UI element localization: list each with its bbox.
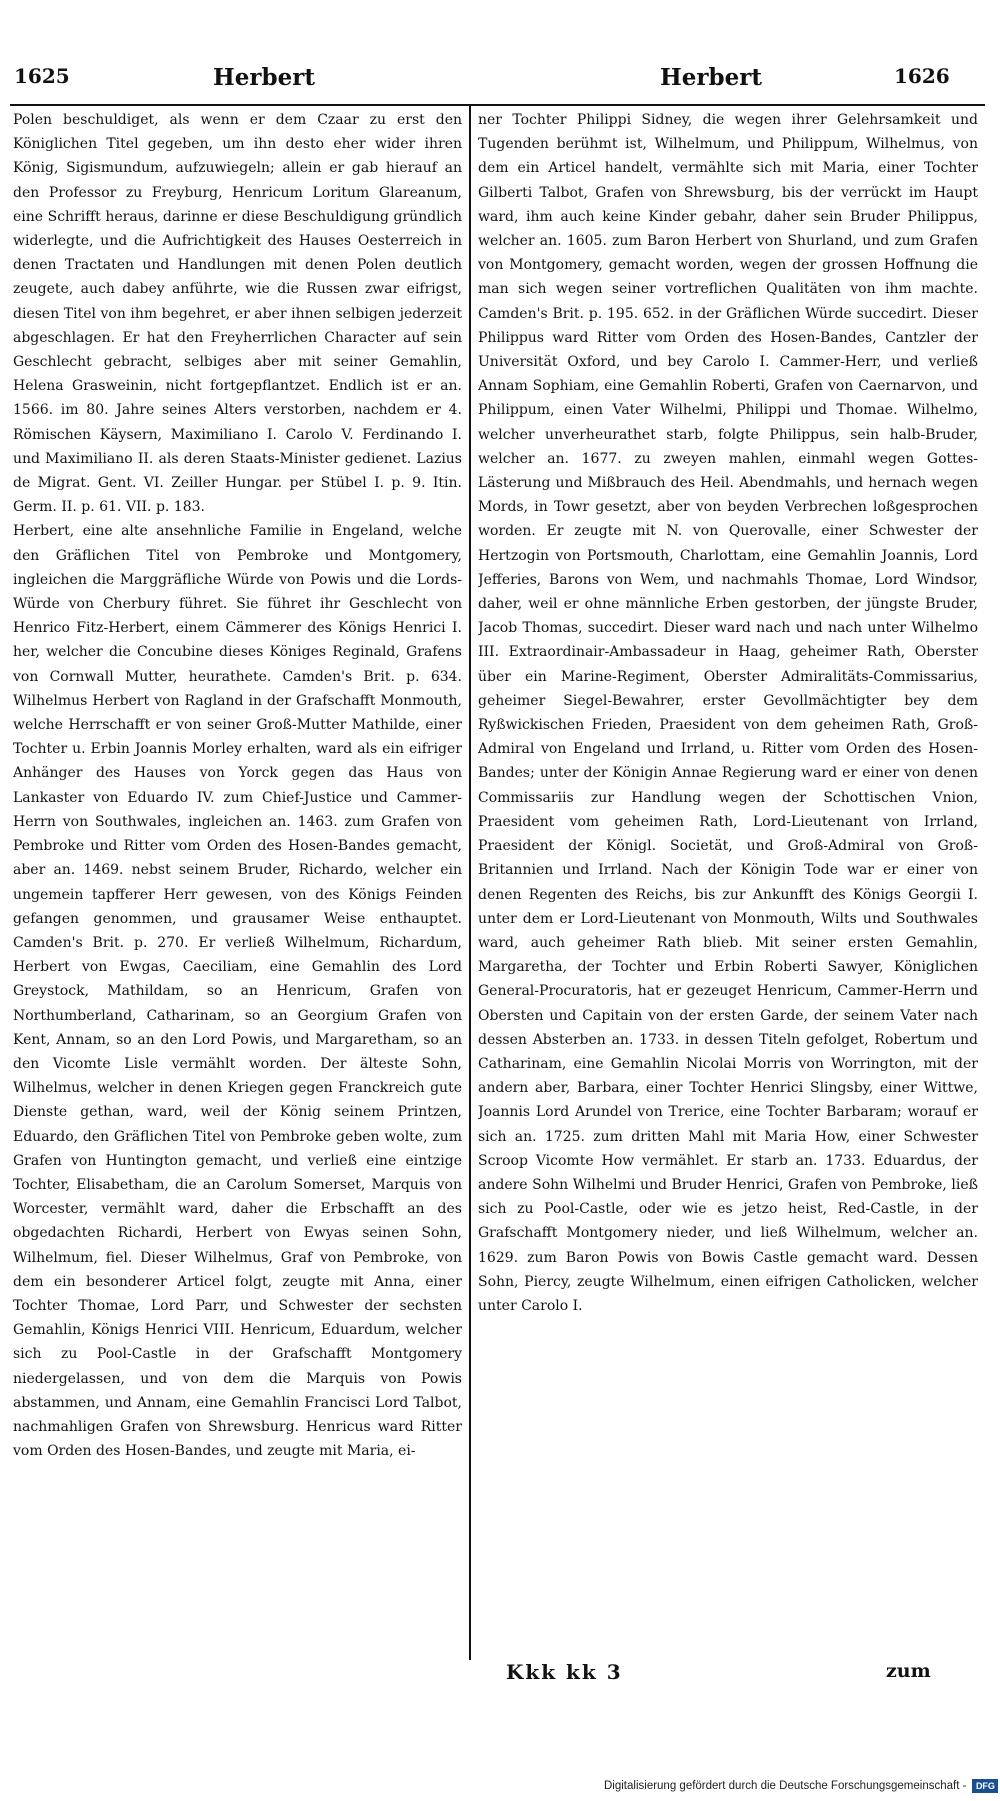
dfg-logo-icon: DFG xyxy=(972,1779,998,1793)
credit-text: Digitalisierung gefördert durch die Deutsche Forschungsgemeinschaft - xyxy=(604,1780,967,1792)
running-head-left: Herbert xyxy=(213,64,315,91)
page-number-left: 1625 xyxy=(14,64,70,88)
catchword: zum xyxy=(886,1660,931,1682)
page-header xyxy=(0,64,1000,104)
header-rule xyxy=(10,104,985,106)
signature-mark: Kkk kk 3 xyxy=(506,1660,623,1684)
column-divider xyxy=(469,104,471,1660)
paragraph: Polen beschuldiget, als wenn er dem Czaar zu erst den Königlichen Titel gegeben, um ihn desto eher wider ihren König, Sigismundum, aufzuwiegeln; allein er gab hierauf an den Professor zu Freyburg, Henricum Loritum Glareanum, eine Schrifft heraus, darinne er diese Beschuldigung gründlich widerlegte, und die Aufrichtigkeit des Hauses Oesterreich in denen Tractaten und Handlungen mit denen Polen deutlich zeugete, auch dabey anführte, wie die Russen zwar eifrigst, diesen Titel von ihm begehret, er aber ihnen selbigen jederzeit abgeschlagen. Er hat den Freyherrlichen Character auf sein Geschlecht gebracht, selbiges aber mit seiner Gemahlin, Helena Grasweinin, nicht fortgepflantzet. Endlich ist er an. 1566. im 80. Jahre seines Alters verstorben, nachdem er 4. Römischen Käysern, Maximiliano I. Carolo V. Ferdinando I. und Maximiliano II. als deren Staats-Minister gedienet. Lazius de Migrat. Gent. VI. Zeiller Hungar. per Stübel I. p. 9. Itin. Germ. II. p. 61. VII. p. 183. xyxy=(13,112,462,516)
text-column-right xyxy=(478,108,978,1658)
paragraph: ner Tochter Philippi Sidney, die wegen ihrer Gelehrsamkeit und Tugenden berühmt ist, Wilhelmum, und Philippum, Wilhelmus, von dem ein Articel handelt, vermählte sich mit Maria, einer Tochter Gilberti Talbot, Grafen von Shrewsburg, bis der verrückt im Haupt ward, ihm auch keine Kinder gebahr, daher sein Bruder Philippus, welcher an. 1605. zum Baron Herbert von Shurland, und zum Grafen von Montgomery, gemacht worden, wegen der grossen Hoffnung die man sich wegen seiner vortreflichen Qualitäten von ihm machte. Camden's Brit. p. 195. 652. in der Gräflichen Würde succedirt. Dieser Philippus ward Ritter vom Orden des Hosen-Bandes, Cantzler der Universität Oxford, und bey Carolo I. Cammer-Herr, und verließ Annam Sophiam, eine Gemahlin Roberti, Grafen von Caernarvon, und Philippum, einen Vater Wilhelmi, Philippi und Thomae. Wilhelmo, welcher unverheurathet starb, folgte Philippus, sein halb-Bruder, welcher an. 1677. zu zweyen mahlen, einmahl wegen Gottes-Lästerung und Mißbrauch des Heil. Abendmahls, und hernach wegen Mords, in Towr gesetzt, aber von beyden Verbrechen loßgesprochen worden. Er zeugte mit N. von Querovalle, einer Schwester der Hertzogin von Portsmouth, Charlottam, eine Gemahlin Joannis, Lord Jefferies, Barons von Wem, und nachmahls Thomae, Lord Windsor, daher, weil er ohne männliche Erben gestorben, der jüngste Bruder, Jacob Thomas, succedirt. Dieser ward nach und nach unter Wilhelmo III. Extraordinair-Ambassadeur in Haag, geheimer Rath, Oberster über ein Marine-Regiment, Oberster Admiralitäts-Commissarius, geheimer Siegel-Bewahrer, erster Gevollmächtigter bey dem Ryßwickischen Frieden, Praesident von dem geheimen Rath, Groß-Admiral von Engeland und Irrland, u. Ritter vom Orden des Hosen-Bandes; unter der Königin Annae Regierung ward er einer von denen Commissariis zur Handlung wegen der Schottischen Vnion, Praesident vom geheimen Rath, Lord-Lieutenant von Irrland, Praesident der Königl. Societät, und Groß-Admiral von Groß-Britannien und Irrland. Nach der Königin Tode war er einer von denen Regenten des Reichs, bis zur Ankunfft des Königs Georgii I. unter dem er Lord-Lieutenant von Monmouth, Wilts und Southwales ward, auch geheimer Rath blieb. Mit seiner ersten Gemahlin, Margaretha, der Tochter und Erbin Roberti Sawyer, Königlichen General-Procuratoris, hat er gezeuget Henricum, Cammer-Herrn und Obersten und Capitain von der ersten Garde, der seinem Vater nach dessen Absterben an. 1733. in dessen Titeln gefolget, Robertum und Catharinam, eine Gemahlin Nicolai Morris von Worrington, mit der andern aber, Barbara, einer Tochter Henrici Slingsby, einer Wittwe, Joannis Lord Arundel von Trerice, eine Tochter Barbaram; worauf er sich an. 1725. zum dritten Mahl mit Maria How, einer Schwester Scroop Vicomte How vermählet. Er starb an. 1733. Eduardus, der andere Sohn Wilhelmi und Bruder Henrici, Grafen von Pembroke, ließ sich zu Pool-Castle, oder wie es jetzo heist, Red-Castle, in der Grafschafft Montgomery nieder, und ließ Wilhelmum, welcher an. 1629. zum Baron Powis von Bowis Castle gemacht ward. Dessen Sohn, Piercy, zeugte Wilhelmum, einen eifrigen Catholicken, welcher unter Carolo I. xyxy=(478,112,978,1314)
paragraph: Herbert, eine alte ansehnliche Familie in Engeland, welche den Gräflichen Titel von Pembroke und Montgomery, ingleichen die Marggräfliche Würde von Powis und die Lords-Würde von Cherbury führet. Sie führet ihr Geschlecht von Henrico Fitz-Herbert, einem Cämmerer des Königs Henrici I. her, welcher die Concubine dieses Königes Reginald, Grafens von Cornwall Mutter, heurathete. Camden's Brit. p. 634. Wilhelmus Herbert von Ragland in der Grafschafft Monmouth, welche Herrschafft er von seiner Groß-Mutter Mathilde, einer Tochter u. Erbin Joannis Morley erhalten, ward als ein eifriger Anhänger des Hauses von Yorck gegen das Haus von Lankaster von Eduardo IV. zum Chief-Justice und Cammer-Herrn von Southwales, ingleichen an. 1463. zum Grafen von Pembroke und Ritter vom Orden des Hosen-Bandes gemacht, aber an. 1469. nebst seinem Bruder, Richardo, welcher ein ungemein tapfferer Herr gewesen, von des Königs Feinden gefangen genommen, und grausamer Weise enthauptet. Camden's Brit. p. 270. Er verließ Wilhelmum, Richardum, Herbert von Ewgas, Caeciliam, eine Gemahlin des Lord Greystock, Mathildam, so an Henricum, Grafen von Northumberland, Catharinam, so an Georgium Grafen von Kent, Annam, so an den Lord Powis, und Margaretham, so an den Vicomte Lisle vermählt worden. Der älteste Sohn, Wilhelmus, welcher in denen Kriegen gegen Franckreich gute Dienste gethan, ward, weil der König seinem Printzen, Eduardo, den Gräflichen Titel von Pembroke geben wolte, zum Grafen von Huntington gemacht, und verließ eine eintzige Tochter, Elisabetham, die an Carolum Somerset, Marquis von Worcester, vermählt ward, daher die Erbschafft an des obgedachten Richardi, Herbert von Ewyas seinen Sohn, Wilhelmum, fiel. Dieser Wilhelmus, Graf von Pembroke, von dem ein besonderer Articel folgt, zeugte mit Anna, einer Tochter Thomae, Lord Parr, und Schwester der sechsten Gemahlin, Königs Henrici VIII. Henricum, Eduardum, welcher sich zu Pool-Castle in der Grafschafft Montgomery niedergelassen, und von dem die Marquis von Powis abstammen, und Annam, eine Gemahlin Francisci Lord Talbot, nachmahligen Grafen von Shrewsburg. Henricus ward Ritter vom Orden des Hosen-Bandes, und zeugte mit Maria, ei- xyxy=(13,523,462,1460)
page-number-right: 1626 xyxy=(894,64,950,88)
running-head-right: Herbert xyxy=(660,64,762,91)
text-column-left xyxy=(13,108,462,1658)
digitization-credit xyxy=(604,1776,998,1796)
